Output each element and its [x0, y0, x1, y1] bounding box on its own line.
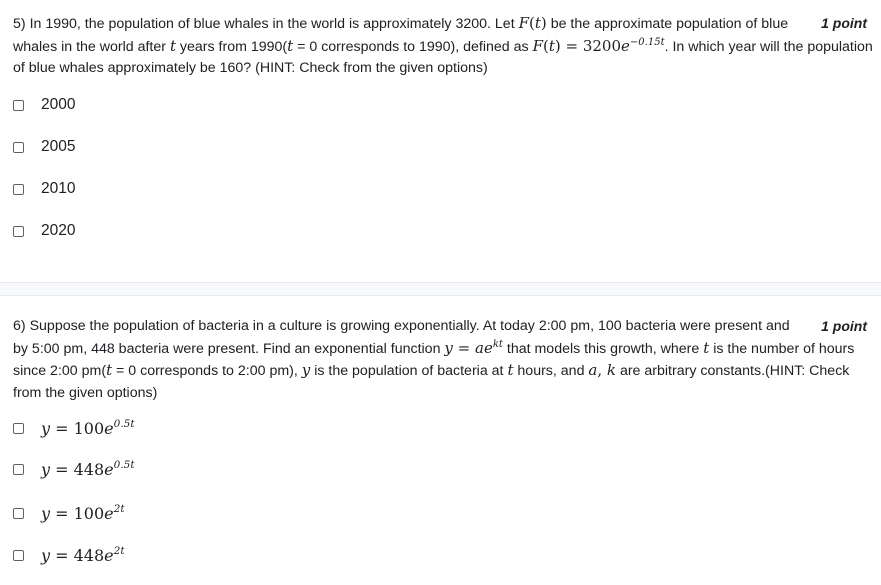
question-5-text: 1 point 5) In 1990, the population of blue whales in the world is approximately 3200. Let F(t) be the approximate population of blue whales in the world after t years from 1990(t = 0 corresponds to 1990), defined as $F(t) = 3200e^{-0.15t}$. In which year will the population of blue whales approximately be 160? (HINT: Check from the given options) [13, 14, 873, 76]
checkbox[interactable] [13, 550, 24, 561]
q5-option-2000[interactable] [13, 94, 75, 116]
option-label: 2020 [41, 222, 76, 239]
checkbox[interactable] [13, 508, 24, 519]
question-5-number: 5) [13, 16, 26, 32]
option-formula: $y = 448e^{2t}$ [41, 544, 125, 565]
option-label: 2010 [41, 180, 76, 197]
checkbox[interactable] [13, 464, 24, 475]
question-5 [0, 0, 881, 282]
option-label: 2005 [41, 138, 76, 155]
q6-option-1[interactable] [13, 417, 135, 439]
q5-option-2010[interactable] [13, 178, 75, 200]
question-6-text: 1 point 6) Suppose the population of bacteria in a culture is growing exponentially. At today 2:00 pm, 100 bacteria were present and by 5:00 pm, 448 bacteria were present. Find an exponential function $y = ae^{kt}$ that models this growth, where t is the number of hours since 2:00 pm(t = 0 corresponds to 2:00 pm), y is the population of bacteria at t hours, and a, k are arbitrary constants.(HINT: Check from the given options) [13, 318, 867, 401]
question-6-number: 6) [13, 318, 26, 334]
option-formula: $y = 448e^{0.5t}$ [41, 458, 135, 479]
q5-option-2005[interactable] [13, 136, 75, 158]
question-5-points: 1 point [821, 15, 867, 31]
question-divider [0, 282, 881, 296]
q6-option-2[interactable] [13, 458, 135, 480]
option-label: 2000 [41, 96, 76, 113]
question-6-points: 1 point [821, 318, 867, 334]
checkbox[interactable] [13, 423, 24, 434]
checkbox[interactable] [13, 100, 24, 111]
option-formula: $y = 100e^{0.5t}$ [41, 417, 135, 438]
q6-option-4[interactable] [13, 544, 125, 566]
question-6 [0, 296, 881, 585]
checkbox[interactable] [13, 226, 24, 237]
q6-option-3[interactable] [13, 502, 125, 524]
checkbox[interactable] [13, 142, 24, 153]
checkbox[interactable] [13, 184, 24, 195]
q5-option-2020[interactable] [13, 220, 75, 242]
option-formula: $y = 100e^{2t}$ [41, 502, 125, 523]
